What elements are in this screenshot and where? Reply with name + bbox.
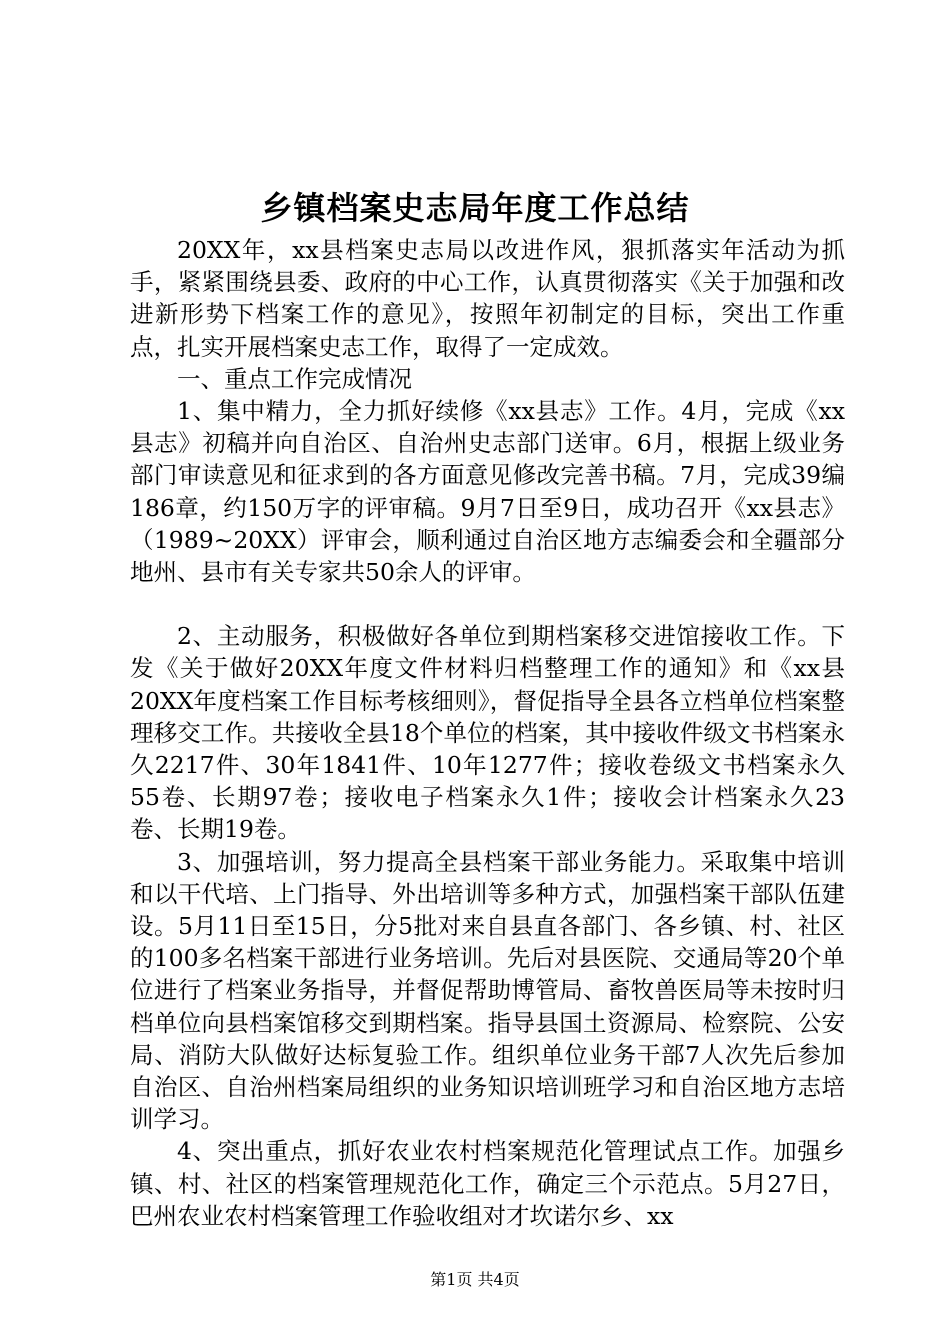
- page-footer: 第1页 共4页: [430, 1270, 520, 1289]
- paragraph-item-2: 2、主动服务，积极做好各单位到期档案移交进馆接收工作。下发《关于做好20XX年度文件材料归档整理工作的通知》和《xx县20XX年度档案工作目标考核细则》，督促指导全县各立档单位档案整理移交工作。共接收全县18个单位的档案，其中接收件级文书档案永久2217件、30年1841件、10年1277件；接收卷级文书档案永久55卷、长期97卷；接收电子档案永久1件；接收会计档案永久23卷、长期19卷。: [130, 622, 845, 844]
- document-title: 乡镇档案史志局年度工作总结: [260, 189, 690, 227]
- paragraph-item-4: 4、突出重点，抓好农业农村档案规范化管理试点工作。加强乡镇、村、社区的档案管理规范化工作，确定三个示范点。5月27日，巴州农业农村档案管理工作验收组对才坎诺尔乡、xx: [130, 1137, 845, 1230]
- section-heading: 一、重点工作完成情况: [177, 364, 412, 393]
- paragraph-item-3: 3、加强培训，努力提高全县档案干部业务能力。采取集中培训和以干代培、上门指导、外出培训等多种方式，加强档案干部队伍建设。5月11日至15日，分5批对来自县直各部门、各乡镇、村、社区的100多名档案干部进行业务培训。先后对县医院、交通局等20个单位进行了档案业务指导，并督促帮助博管局、畜牧兽医局等未按时归档单位向县档案馆移交到期档案。指导县国土资源局、检察院、公安局、消防大队做好达标复验工作。组织单位业务干部7人次先后参加自治区、自治州档案局组织的业务知识培训班学习和自治区地方志培训学习。: [130, 847, 845, 1134]
- document-body: [130, 234, 845, 1232]
- paragraph-intro: 20XX年，xx县档案史志局以改进作风，狠抓落实年活动为抓手，紧紧围绕县委、政府的中心工作，认真贯彻落实《关于加强和改进新形势下档案工作的意见》，按照年初制定的目标，突出工作重点，扎实开展档案史志工作，取得了一定成效。: [130, 236, 845, 361]
- paragraph-item-1: 1、集中精力，全力抓好续修《xx县志》工作。4月，完成《xx县志》初稿并向自治区、自治州史志部门送审。6月，根据上级业务部门审读意见和征求到的各方面意见修改完善书稿。7月，完成39编186章，约150万字的评审稿。9月7日至9日，成功召开《xx县志》（1989~20XX）评审会，顺利通过自治区地方志编委会和全疆部分地州、县市有关专家共50余人的评审。: [130, 397, 845, 587]
